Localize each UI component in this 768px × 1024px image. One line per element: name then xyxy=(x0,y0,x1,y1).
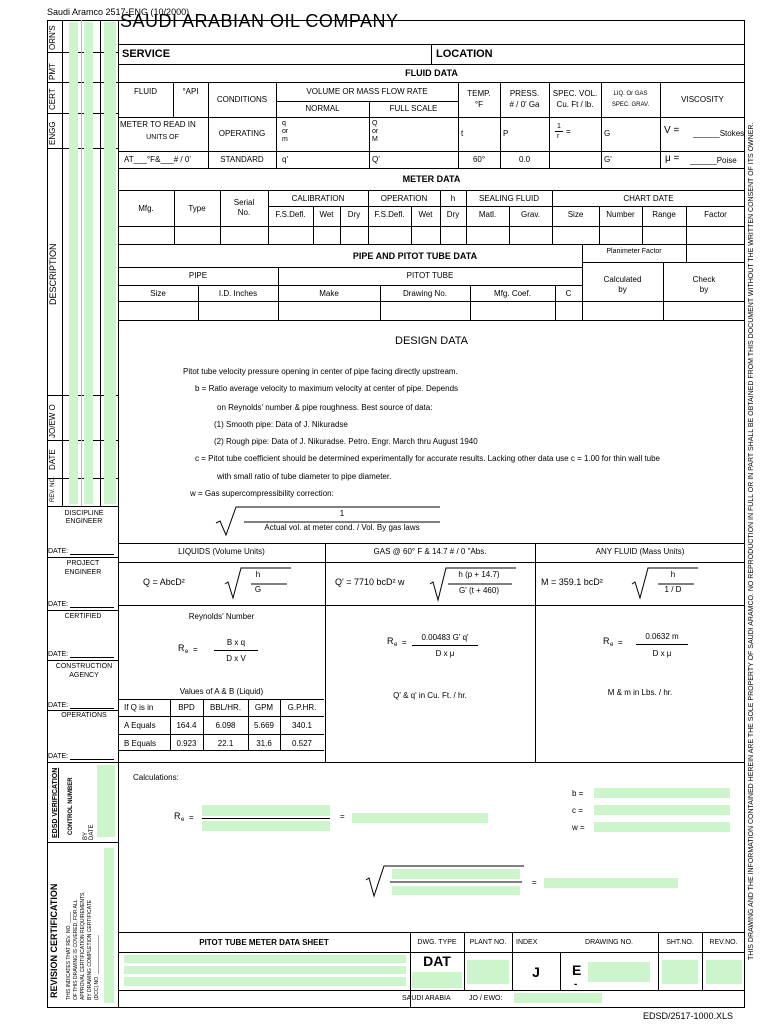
label-joewo: JO/EW O xyxy=(48,404,57,438)
re1-den: D x V xyxy=(226,654,246,663)
pitot-tube-label: PITOT TUBE xyxy=(406,271,454,280)
cal-wet: Wet xyxy=(319,210,334,219)
p-label: P xyxy=(503,129,509,138)
re2-sub: e xyxy=(394,642,398,648)
m-label: m xyxy=(282,136,288,143)
sixty-deg: 60° xyxy=(472,155,486,164)
b-gphr: 0.527 xyxy=(291,739,313,748)
certified-label: CERTIFIED xyxy=(64,613,102,620)
th-gpm: GPM xyxy=(254,703,274,712)
date-label-2: DATE: xyxy=(48,601,69,608)
M-label: M xyxy=(372,136,378,143)
re1-num: B x q xyxy=(226,638,246,647)
company-name: SAUDI ARABIAN OIL COMPANY xyxy=(120,11,399,31)
label-engg: ENGG xyxy=(48,121,57,145)
fluid-label: FLUID xyxy=(133,87,158,96)
re1-sub: e xyxy=(185,649,189,655)
row-b-label: B Equals xyxy=(124,739,157,748)
sealing-fluid-label: SEALING FLUID xyxy=(478,194,539,203)
gas-header: GAS @ 60° F & 14.7 # / 0 "Abs. xyxy=(373,547,487,556)
ownership-notice: THIS DRAWING AND THE INFORMATION CONTAINED HEREIN ARE THE SOLE PROPERTY OF SAUDI ARAMCO. NO REPRODUCTION IN FULL OR IN PART SHALL BE OBTAINED FROM THIS DOCUMENT WITHOUT THE WRITTEN CONSENT OF ITS OWNER. xyxy=(748,122,755,960)
calc-re-result-field[interactable] xyxy=(352,813,488,823)
number-label: Number xyxy=(606,210,635,219)
calculated-by-label: by xyxy=(618,285,627,294)
date-label-4: DATE: xyxy=(48,702,69,709)
design-data-title: DESIGN DATA xyxy=(395,335,468,347)
agency-label: AGENCY xyxy=(69,672,99,679)
temp-label: TEMP. xyxy=(467,89,491,98)
op-fsdefl: F.S.Defl. xyxy=(374,210,405,219)
calc-c-field[interactable] xyxy=(594,805,730,815)
th-bbl-hr: BBL/HR. xyxy=(209,703,242,712)
calc-re-eq: = xyxy=(189,813,194,822)
gas-num: h (p + 14.7) xyxy=(458,570,500,579)
volume-mass-flow-label: VOLUME OR MASS FLOW RATE xyxy=(306,87,428,96)
calc-re-result-eq: = xyxy=(340,812,345,821)
revision-cert-text-3: APPROVAL CERTIFICATION REQUIREMENTS, xyxy=(80,891,86,1000)
mfg-coef-label: Mfg. Coef. xyxy=(494,289,531,298)
drawing-dash: - xyxy=(574,979,578,990)
re2-r: R xyxy=(387,636,394,646)
b-bbl-hr: 22.1 xyxy=(217,739,234,748)
calibration-label: CALIBRATION xyxy=(291,194,345,203)
api-label: °API xyxy=(182,87,199,96)
a-gphr: 340.1 xyxy=(291,721,313,730)
make-label: Make xyxy=(319,289,339,298)
dwg-type-value: DAT xyxy=(423,953,451,969)
a-bbl-hr: 6.098 xyxy=(215,721,236,730)
re1-r: R xyxy=(178,643,185,653)
label-cert: CERT xyxy=(48,88,57,110)
G-label: G xyxy=(604,129,611,138)
b-gpm: 31.6 xyxy=(256,739,272,748)
drawing-no-label: Drawing No. xyxy=(402,289,447,298)
spec-vol-num: 1 xyxy=(557,123,561,130)
drawing-no-field[interactable] xyxy=(588,962,650,982)
liq-gas-label: LIQ. Or GAS xyxy=(613,91,648,97)
label-orns: ORN'S xyxy=(48,25,57,50)
date-label-3: DATE: xyxy=(48,651,69,658)
date-label-5: DATE: xyxy=(48,753,69,760)
drawing-no-label-footer: DRAWING NO. xyxy=(585,939,633,946)
revision-cert-text-1: THIS INDICATES THAT REV. NO. ____ xyxy=(66,911,72,1000)
pipe-label: PIPE xyxy=(188,271,208,280)
saudi-arabia-label: SAUDI ARABIA xyxy=(402,995,451,1002)
conditions-label: CONDITIONS xyxy=(216,95,268,104)
label-description: DESCRIPTION xyxy=(48,243,58,305)
calc-re-den-field[interactable] xyxy=(202,821,330,831)
re3-sub: e xyxy=(610,642,614,648)
control-number-label: CONTROL NUMBER xyxy=(68,777,74,835)
mass-num: h xyxy=(670,570,676,579)
discipline-engineer-label: DISCIPLINE ENGINEER xyxy=(64,510,104,526)
check-label: Check xyxy=(692,275,716,284)
poise-label: ______Poise xyxy=(690,156,737,165)
index-value: J xyxy=(532,964,540,980)
control-number-field[interactable] xyxy=(97,765,115,837)
rev-column-3[interactable] xyxy=(104,22,116,504)
calc-sqrt-num-field[interactable] xyxy=(392,869,520,879)
mass-flow-formula: M = 359.1 bcD² xyxy=(541,577,603,587)
units-of-label: UNITS OF xyxy=(146,134,179,141)
calc-re-r: R xyxy=(174,811,181,821)
mfg-label: Mfg. xyxy=(138,204,154,213)
op-wet: Wet xyxy=(418,210,433,219)
range-label: Range xyxy=(652,210,676,219)
viscosity-label: VISCOSITY xyxy=(681,95,724,104)
revision-cert-title: REVISION CERTIFICATION xyxy=(49,883,59,998)
edsd-by: BY xyxy=(83,831,89,840)
check-by-label: by xyxy=(699,285,709,294)
design-line-1: Pitot tube velocity pressure opening in center of pipe facing directly upstream. xyxy=(183,367,458,376)
operation-label: OPERATION xyxy=(380,194,428,203)
mass-den: 1 / D xyxy=(664,585,682,594)
plant-no-label: PLANT NO. xyxy=(469,939,507,946)
spec-vol-eq: = xyxy=(566,127,571,136)
Q-prime: Q' xyxy=(372,155,380,164)
w-frac-num: 1 xyxy=(339,509,345,518)
dcc-number-field[interactable] xyxy=(104,848,114,1003)
matl-label: Matl. xyxy=(478,210,497,219)
w-frac-den: Actual vol. at meter cond. / Vol. By gas laws xyxy=(264,523,420,532)
calc-b-label: b = xyxy=(572,789,584,798)
date-label-1: DATE: xyxy=(48,548,69,555)
liquid-num: h xyxy=(255,570,261,579)
b-bpd: 0.923 xyxy=(176,739,197,748)
calc-c-label: c = xyxy=(572,806,583,815)
sht-no-label: SHT.NO. xyxy=(666,939,694,946)
revision-cert-text-4: BY DRAWING COMPLETION CERTIFICATE xyxy=(87,899,93,1000)
th-gphr: G.P.HR. xyxy=(287,703,317,712)
re2-eq: = xyxy=(402,638,407,647)
re3-r: R xyxy=(603,636,610,646)
calc-w-label: w = xyxy=(572,823,585,832)
form-id: Saudi Aramco 2517-ENG (10/2000) xyxy=(47,7,190,17)
th-bpd: BPD xyxy=(178,703,195,712)
press-unit: # / 0' Ga xyxy=(509,100,540,109)
calc-w-field[interactable] xyxy=(594,822,730,832)
q-or: or xyxy=(282,128,289,135)
rev-column-1[interactable] xyxy=(69,22,78,504)
th-q-unit: If Q is in xyxy=(124,703,154,712)
pipe-pitot-title: PIPE AND PITOT TUBE DATA xyxy=(352,251,478,261)
row-a-label: A Equals xyxy=(124,721,156,730)
index-label: INDEX xyxy=(516,939,538,946)
at-label: AT___°F&___# / 0' xyxy=(124,155,191,164)
calculated-label: Calculated xyxy=(603,275,642,284)
rev-no-field[interactable] xyxy=(706,960,742,984)
id-inches-label: I.D. Inches xyxy=(218,289,258,298)
q-prime: q' xyxy=(282,155,288,164)
gas-flow-formula: Q' = 7710 bcD² w xyxy=(335,577,405,587)
calc-re-num-field[interactable] xyxy=(202,805,330,816)
serial-no-label: No. xyxy=(237,208,251,217)
spec-grav-label: SPEC. GRAV. xyxy=(611,102,650,108)
G-prime: G' xyxy=(604,155,612,164)
edsd-title: EDSD VERIFICATION xyxy=(52,767,59,838)
size-label: Size xyxy=(567,210,584,219)
stokes-label: ______Stokes xyxy=(693,129,745,138)
fluid-data-title: FLUID DATA xyxy=(405,68,458,78)
type-label: Type xyxy=(188,204,206,213)
label-pmt: PMT xyxy=(48,63,57,80)
dwg-type-field[interactable] xyxy=(412,972,462,988)
re1-eq: = xyxy=(193,645,198,654)
sht-no-field[interactable] xyxy=(662,960,698,984)
spec-vol-label: SPEC. VOL. xyxy=(552,89,598,98)
design-line-3: on Reynolds' number & pipe roughness. Best source of data: xyxy=(217,403,433,412)
liquid-den: G xyxy=(254,585,262,594)
liquids-header: LIQUIDS (Volume Units) xyxy=(178,547,265,556)
a-bpd: 164.4 xyxy=(176,721,197,730)
gas-units-note: Q' & q' in Cu. Ft. / hr. xyxy=(393,691,467,700)
design-line-6: c = Pitot tube coefficient should be determined experimentally for accurate results. Lacking other data use c = 1.00 for thin wall tube xyxy=(195,454,661,463)
c-label: C xyxy=(565,289,572,298)
liquid-flow-formula: Q = AbcD² xyxy=(143,577,185,587)
re3-eq: = xyxy=(618,638,623,647)
location-label: LOCATION xyxy=(436,48,493,60)
revision-cert-text-2: OF THIS DRAWING IS COVERED, FOR ALL xyxy=(73,899,79,1000)
design-line-8: w = Gas supercompressibility correction: xyxy=(190,489,334,498)
standard-label: STANDARD xyxy=(220,155,264,164)
chart-date-label: CHART DATE xyxy=(623,194,674,203)
re2-den: D x μ xyxy=(435,649,455,658)
op-dry: Dry xyxy=(446,210,460,219)
sheet-desc-line-2[interactable] xyxy=(124,966,406,974)
calc-sqrt-result-field[interactable] xyxy=(544,878,678,888)
meter-read-label: METER TO READ IN xyxy=(120,120,196,129)
mass-units-note: M & m in Lbs. / hr. xyxy=(607,688,673,697)
pipe-size-label: Size xyxy=(150,289,166,298)
construction-label: CONSTRUCTION xyxy=(55,663,113,670)
dwg-type-label: DWG. TYPE xyxy=(417,939,457,946)
cal-fsdefl: F.S.Defl. xyxy=(275,210,306,219)
calc-sqrt-den-field[interactable] xyxy=(392,886,520,895)
design-line-4: (1) Smooth pipe: Data of J. Nikuradse xyxy=(214,420,348,429)
full-scale-label: FULL SCALE xyxy=(389,104,438,113)
service-label: SERVICE xyxy=(122,48,171,60)
calculations-label: Calculations: xyxy=(133,773,179,782)
temp-unit: °F xyxy=(474,100,484,109)
any-fluid-header: ANY FLUID (Mass Units) xyxy=(595,547,685,556)
grav-label: Grav. xyxy=(521,210,540,219)
a-gpm: 5.669 xyxy=(253,721,275,730)
project-label: PROJECT xyxy=(66,560,100,567)
h-label: h xyxy=(450,194,456,203)
re3-den: D x μ xyxy=(652,649,672,658)
press-label: PRESS. xyxy=(509,89,540,98)
engineer-label: ENGINEER xyxy=(64,569,102,576)
q-label: q xyxy=(282,120,286,127)
drawing-prefix: E xyxy=(572,962,582,978)
meter-data-title: METER DATA xyxy=(402,174,461,184)
values-table-title: Values of A & B (Liquid) xyxy=(179,687,264,696)
calc-re-sub: e xyxy=(181,817,185,823)
rev-no-label: REV.NO. xyxy=(709,939,738,946)
factor-label: Factor xyxy=(704,210,727,219)
label-rev-no: REV. NO. xyxy=(50,476,56,502)
planimeter-label: Planimeter Factor xyxy=(606,248,662,255)
jo-ewo-label: JO / EWO: xyxy=(469,995,503,1002)
file-reference: EDSD/2517-1000.XLS xyxy=(643,1011,734,1021)
Q-label: Q xyxy=(372,120,378,127)
rev-column-2[interactable] xyxy=(84,22,93,504)
label-date: DATE xyxy=(48,449,57,470)
edsd-date: DATE xyxy=(89,824,95,840)
t-label: t xyxy=(461,129,464,138)
revision-cert-text-5: (DCC) NO. ______________ xyxy=(94,935,100,1000)
operations-label: OPERATIONS xyxy=(61,712,107,719)
spec-vol-unit: Cu. Ft / lb. xyxy=(556,100,594,109)
serial-label: Serial xyxy=(233,198,255,207)
plant-no-field[interactable] xyxy=(467,960,509,984)
normal-label: NORMAL xyxy=(305,104,340,113)
reynolds-label: Reynolds' Number xyxy=(188,612,255,621)
operating-label: OPERATING xyxy=(218,129,266,138)
sheet-desc-line-3[interactable] xyxy=(124,977,406,986)
zero-pressure: 0.0 xyxy=(518,155,531,164)
Q-or: or xyxy=(372,128,379,135)
cal-dry: Dry xyxy=(347,210,361,219)
design-line-5: (2) Rough pipe: Data of J. Nikuradse. Petro. Engr. March thru August 1940 xyxy=(214,437,478,446)
jo-ewo-field[interactable] xyxy=(514,993,602,1003)
mu-label: μ = xyxy=(665,153,680,164)
design-line-7: with small ratio of tube diameter to pipe diameter. xyxy=(217,472,392,481)
re2-num: 0.00483 G' q' xyxy=(421,633,469,642)
re3-num: 0.0632 m xyxy=(645,632,679,641)
V-label: V = xyxy=(664,125,680,136)
sheet-desc-line-1[interactable] xyxy=(124,955,406,963)
spec-vol-den: r xyxy=(557,133,560,140)
sheet-title: PITOT TUBE METER DATA SHEET xyxy=(199,938,329,947)
design-line-2: b = Ratio average velocity to maximum velocity at center of pipe. Depends xyxy=(195,384,459,393)
calc-sqrt-eq: = xyxy=(532,878,537,887)
gas-den: G' (t + 460) xyxy=(459,586,499,595)
calc-b-field[interactable] xyxy=(594,788,730,798)
